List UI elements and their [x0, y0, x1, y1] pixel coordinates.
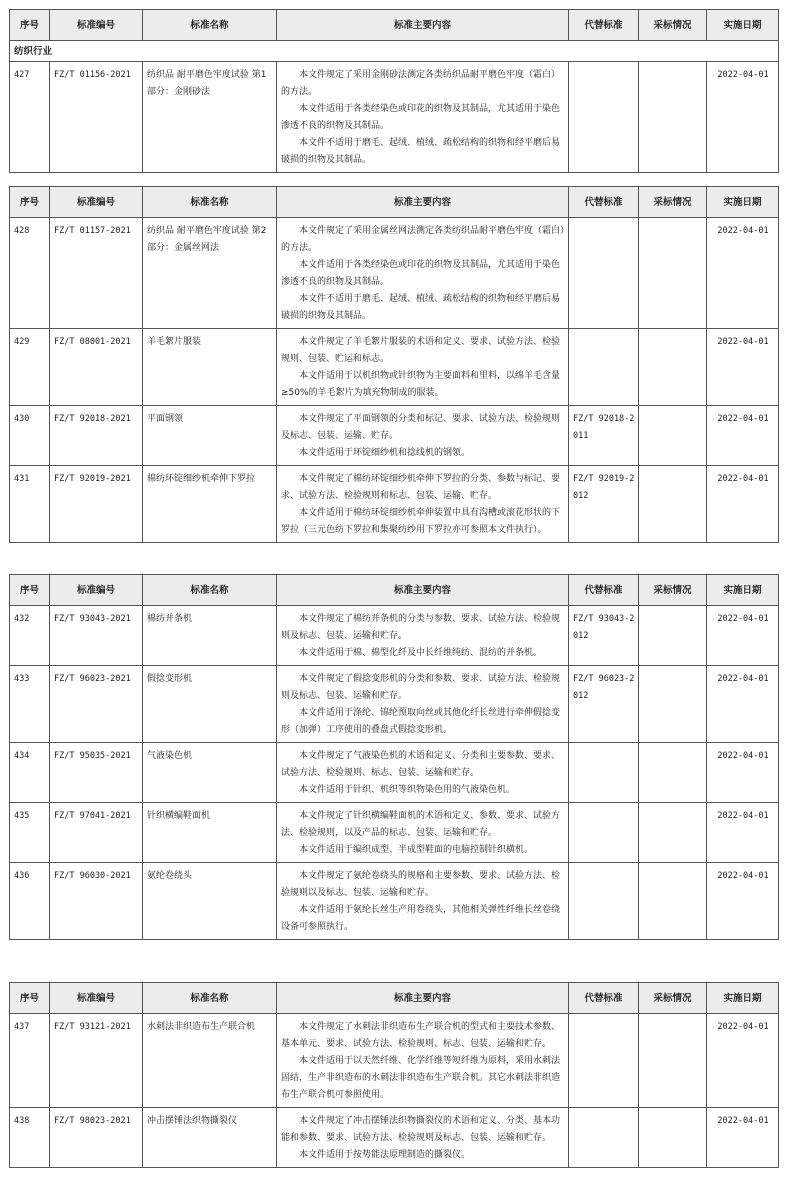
content-paragraph: 本文件规定了针织横编鞋面机的术语和定义、参数、要求、试验方法、检验规则，以及产品的标志、包装、运输和贮存。: [281, 811, 561, 838]
cell-adopt: [639, 406, 707, 466]
header-replace: 代替标准: [569, 575, 639, 606]
header-adopt: 采标情况: [639, 575, 707, 606]
cell-adopt: [639, 466, 707, 543]
cell-replace: [569, 1014, 639, 1108]
standards-table-block-4: [9, 982, 779, 1168]
header-content: 标准主要内容: [277, 983, 569, 1014]
cell-replace: [569, 863, 639, 940]
header-code: 标准编号: [50, 187, 143, 218]
cell-adopt: [639, 743, 707, 803]
header-date: 实施日期: [707, 983, 779, 1014]
cell-code: FZ/T 93043-2021: [50, 606, 143, 666]
cell-date: 2022-04-01: [707, 466, 779, 543]
section-title: 纺织行业: [10, 41, 779, 62]
table-header-row: [10, 983, 779, 1014]
cell-no: 432: [10, 606, 50, 666]
cell-name: 棉纺环锭细纱机牵伸下罗拉: [143, 466, 277, 543]
cell-no: 427: [10, 62, 50, 173]
cell-name: 纺织品 耐平磨色牢度试验 第2部分：金属丝网法: [143, 218, 277, 329]
cell-code: FZ/T 97041-2021: [50, 803, 143, 863]
header-name: 标准名称: [143, 575, 277, 606]
cell-adopt: [639, 218, 707, 329]
cell-name: 平面钢领: [143, 406, 277, 466]
content-paragraph: 本文件规定了氨纶卷绕头的规格和主要参数、要求、试验方法、检验规则以及标志、包装、运输和贮存。: [281, 871, 561, 898]
header-no: 序号: [10, 983, 50, 1014]
cell-adopt: [639, 666, 707, 743]
cell-replace: [569, 329, 639, 406]
cell-replace: [569, 743, 639, 803]
content-paragraph: 本文件适用于各类经染色或印花的织物及其制品，尤其适用于染色渗透不良的织物及其制品。: [281, 104, 561, 131]
table-row: [10, 743, 779, 803]
table-row: [10, 1108, 779, 1168]
cell-name: 纺织品 耐平磨色牢度试验 第1部分：金刚砂法: [143, 62, 277, 173]
content-paragraph: 本文件适用于按势能法原理制造的撕裂仪。: [299, 1150, 471, 1160]
cell-adopt: [639, 62, 707, 173]
cell-replace: FZ/T 96023-2012: [569, 666, 639, 743]
content-paragraph: 本文件适用于编织成型、半成型鞋面的电脑控制针织横机。: [299, 845, 534, 855]
section-row: [10, 41, 779, 62]
content-paragraph: 本文件适用于棉纺环锭细纱机牵伸装置中具有沟槽或滚花形状的下罗拉（三元色纺下罗拉和集聚纺纱用下罗拉亦可参照本文件执行）。: [281, 508, 561, 535]
cell-no: 438: [10, 1108, 50, 1168]
cell-code: FZ/T 95035-2021: [50, 743, 143, 803]
table-header-row: [10, 10, 779, 41]
cell-date: 2022-04-01: [707, 666, 779, 743]
header-code: 标准编号: [50, 983, 143, 1014]
cell-code: FZ/T 92018-2021: [50, 406, 143, 466]
header-replace: 代替标准: [569, 10, 639, 41]
content-paragraph: 本文件规定了羊毛絮片服装的术语和定义、要求、试验方法、检验规则、包装、贮运和标志。: [281, 337, 561, 364]
cell-adopt: [639, 803, 707, 863]
cell-adopt: [639, 606, 707, 666]
header-code: 标准编号: [50, 10, 143, 41]
cell-content: [277, 62, 569, 173]
cell-replace: FZ/T 93043-2012: [569, 606, 639, 666]
header-adopt: 采标情况: [639, 10, 707, 41]
header-code: 标准编号: [50, 575, 143, 606]
header-content: 标准主要内容: [277, 10, 569, 41]
table-header-row: [10, 575, 779, 606]
cell-no: 436: [10, 863, 50, 940]
header-date: 实施日期: [707, 10, 779, 41]
content-paragraph: 本文件规定了棉纺环锭细纱机牵伸下罗拉的分类、参数与标记、要求、试验方法、检验规则和标志、包装、运输、贮存。: [281, 474, 561, 501]
cell-date: 2022-04-01: [707, 863, 779, 940]
header-content: 标准主要内容: [277, 575, 569, 606]
cell-replace: [569, 1108, 639, 1168]
cell-date: 2022-04-01: [707, 803, 779, 863]
table-row: [10, 606, 779, 666]
cell-name: 棉纺并条机: [143, 606, 277, 666]
table-header-row: [10, 187, 779, 218]
cell-adopt: [639, 329, 707, 406]
cell-name: 针织横编鞋面机: [143, 803, 277, 863]
table-row: [10, 803, 779, 863]
cell-adopt: [639, 1014, 707, 1108]
content-paragraph: 本文件适用于棉、棉型化纤及中长纤维纯纺、混纺的并条机。: [299, 648, 543, 658]
content-paragraph: 本文件不适用于磨毛、起绒、植绒、疏松结构的织物和经平磨后易破损的织物及其制品。: [281, 294, 561, 321]
cell-date: 2022-04-01: [707, 406, 779, 466]
header-replace: 代替标准: [569, 187, 639, 218]
cell-replace: [569, 803, 639, 863]
cell-date: 2022-04-01: [707, 1014, 779, 1108]
cell-name: 冲击摆锤法织物撕裂仪: [143, 1108, 277, 1168]
header-date: 实施日期: [707, 575, 779, 606]
cell-content: [277, 863, 569, 940]
standards-table-block-1: [9, 9, 779, 173]
cell-content: [277, 803, 569, 863]
cell-code: FZ/T 96023-2021: [50, 666, 143, 743]
header-replace: 代替标准: [569, 983, 639, 1014]
cell-replace: FZ/T 92018-2011: [569, 406, 639, 466]
cell-replace: FZ/T 92019-2012: [569, 466, 639, 543]
cell-replace: [569, 62, 639, 173]
content-paragraph: 本文件规定了平面钢领的分类和标记、要求、试验方法、检验规则及标志、包装、运输、贮存。: [281, 414, 561, 441]
content-paragraph: 本文件规定了气液染色机的术语和定义、分类和主要参数、要求、试验方法、检验规则、标志、包装、运输和贮存。: [281, 751, 561, 778]
cell-code: FZ/T 93121-2021: [50, 1014, 143, 1108]
cell-content: [277, 606, 569, 666]
cell-code: FZ/T 92019-2021: [50, 466, 143, 543]
content-paragraph: 本文件适用于以机织物或针织物为主要面料和里料，以绵羊毛含量≥50%的羊毛絮片为填充物制成的服装。: [281, 371, 561, 398]
cell-adopt: [639, 1108, 707, 1168]
cell-date: 2022-04-01: [707, 329, 779, 406]
cell-content: [277, 1108, 569, 1168]
header-no: 序号: [10, 575, 50, 606]
header-name: 标准名称: [143, 187, 277, 218]
cell-name: 氨纶卷绕头: [143, 863, 277, 940]
standards-table-block-3: [9, 574, 779, 940]
table-row: [10, 62, 779, 173]
cell-no: 434: [10, 743, 50, 803]
content-paragraph: 本文件适用于氨纶长丝生产用卷绕头，其他相关弹性纤维长丝卷绕设备可参照执行。: [281, 905, 561, 932]
header-name: 标准名称: [143, 10, 277, 41]
table-row: [10, 863, 779, 940]
header-no: 序号: [10, 10, 50, 41]
table-row: [10, 329, 779, 406]
cell-content: [277, 743, 569, 803]
cell-replace: [569, 218, 639, 329]
content-paragraph: 本文件规定了假捻变形机的分类和参数、要求、试验方法、检验规则及标志、包装、运输和贮存。: [281, 674, 561, 701]
content-paragraph: 本文件不适用于磨毛、起绒、植绒、疏松结构的织物和经平磨后易破损的织物及其制品。: [281, 138, 561, 165]
content-paragraph: 本文件规定了水刺法非织造布生产联合机的型式和主要技术参数、基本单元、要求、试验方法、检验规则、标志、包装、运输和贮存。: [281, 1022, 561, 1049]
cell-content: [277, 666, 569, 743]
header-name: 标准名称: [143, 983, 277, 1014]
content-paragraph: 本文件适用于针织、机织等织物染色用的气液染色机。: [299, 785, 516, 795]
content-paragraph: 本文件规定了采用金属丝网法测定各类纺织品耐平磨色牢度（霜白）的方法。: [281, 226, 565, 253]
cell-code: FZ/T 01156-2021: [50, 62, 143, 173]
cell-date: 2022-04-01: [707, 743, 779, 803]
table-row: [10, 1014, 779, 1108]
header-date: 实施日期: [707, 187, 779, 218]
cell-code: FZ/T 98023-2021: [50, 1108, 143, 1168]
header-content: 标准主要内容: [277, 187, 569, 218]
cell-no: 433: [10, 666, 50, 743]
header-adopt: 采标情况: [639, 187, 707, 218]
content-paragraph: 本文件适用于涤纶、锦纶预取向丝或其他化纤长丝进行牵伸假捻变形（加弹）工序使用的叠盘式假捻变形机。: [281, 708, 561, 735]
cell-date: 2022-04-01: [707, 218, 779, 329]
content-paragraph: 本文件规定了采用金刚砂法测定各类纺织品耐平磨色牢度（霜白）的方法。: [281, 70, 561, 97]
cell-content: [277, 466, 569, 543]
cell-no: 437: [10, 1014, 50, 1108]
cell-code: FZ/T 08001-2021: [50, 329, 143, 406]
cell-no: 435: [10, 803, 50, 863]
cell-content: [277, 406, 569, 466]
cell-date: 2022-04-01: [707, 606, 779, 666]
cell-name: 假捻变形机: [143, 666, 277, 743]
header-no: 序号: [10, 187, 50, 218]
table-row: [10, 466, 779, 543]
cell-content: [277, 218, 569, 329]
table-row: [10, 666, 779, 743]
standards-table-block-2: [9, 186, 779, 543]
content-paragraph: 本文件适用于环锭细纱机和捻线机的钢领。: [299, 448, 471, 458]
cell-no: 429: [10, 329, 50, 406]
cell-code: FZ/T 96030-2021: [50, 863, 143, 940]
cell-adopt: [639, 863, 707, 940]
cell-name: 气液染色机: [143, 743, 277, 803]
content-paragraph: 本文件适用于以天然纤维、化学纤维等短纤维为原料，采用水刺法固结，生产非织造布的水刺法非织造布生产联合机。其它水刺法非织造布生产联合机可参照使用。: [281, 1056, 561, 1100]
cell-content: [277, 329, 569, 406]
cell-no: 430: [10, 406, 50, 466]
cell-name: 水刺法非织造布生产联合机: [143, 1014, 277, 1108]
cell-date: 2022-04-01: [707, 62, 779, 173]
table-row: [10, 406, 779, 466]
header-adopt: 采标情况: [639, 983, 707, 1014]
cell-code: FZ/T 01157-2021: [50, 218, 143, 329]
content-paragraph: 本文件规定了冲击摆锤法织物撕裂仪的术语和定义、分类、基本功能和参数、要求、试验方法、检验规则及标志、包装、运输和贮存。: [281, 1116, 561, 1143]
cell-no: 428: [10, 218, 50, 329]
cell-no: 431: [10, 466, 50, 543]
cell-content: [277, 1014, 569, 1108]
content-paragraph: 本文件适用于各类经染色或印花的织物及其制品，尤其适用于染色渗透不良的织物及其制品。: [281, 260, 561, 287]
content-paragraph: 本文件规定了棉纺并条机的分类与参数、要求、试验方法、检验规则及标志、包装、运输和贮存。: [281, 614, 561, 641]
cell-name: 羊毛絮片服装: [143, 329, 277, 406]
table-row: [10, 218, 779, 329]
cell-date: 2022-04-01: [707, 1108, 779, 1168]
